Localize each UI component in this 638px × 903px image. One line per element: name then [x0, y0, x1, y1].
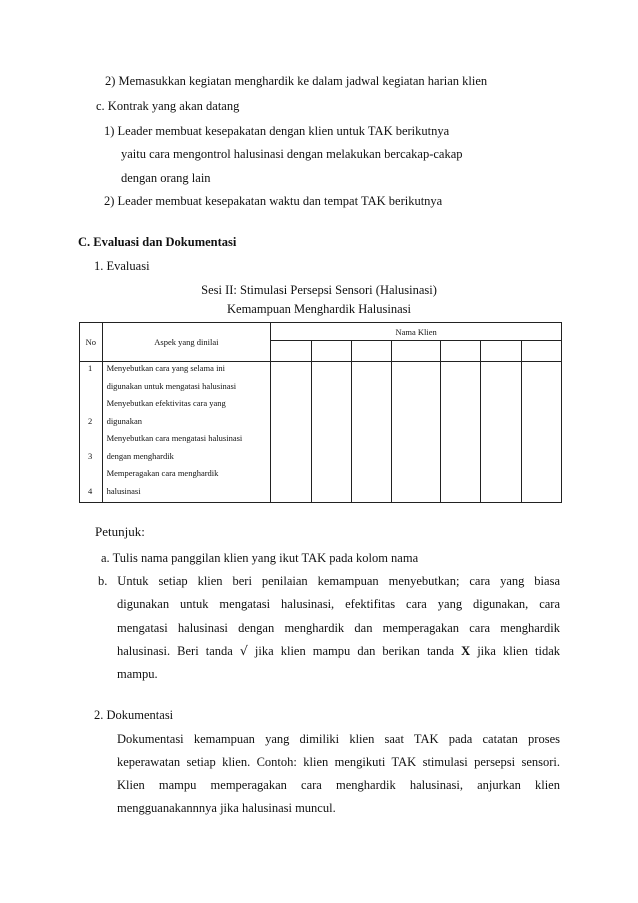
header-aspek: Aspek yang dinilai — [102, 323, 271, 362]
row-number: 2 — [88, 415, 93, 426]
dokumentasi-line-1: Dokumentasi kemampuan yang dimiliki klien saat TAK pada catatan proses — [117, 732, 560, 746]
aspect-line: Menyebutkan efektivitas cara yang — [106, 398, 226, 408]
section-heading: C. Evaluasi dan Dokumentasi — [78, 235, 237, 249]
aspect-list — [102, 362, 271, 503]
client-col-7 — [521, 341, 561, 362]
petunjuk-b4-mid: jika klien mampu dan berikan tanda — [254, 644, 455, 658]
client-col-6 — [481, 341, 521, 362]
dokumentasi-line-2: keperawatan setiap klien. Contoh: klien mengikuti TAK stimulasi persepsi sensori. — [117, 755, 560, 769]
petunjuk-b-line-5: mampu. — [117, 667, 158, 681]
dokumentasi-line-3: Klien mampu memperagakan cara menghardik halusinasi, anjurkan klien — [117, 778, 560, 792]
row-number: 1 — [88, 363, 93, 373]
header-nama-klien: Nama Klien — [271, 323, 562, 341]
petunjuk-a: a. Tulis nama panggilan klien yang ikut TAK pada kolom nama — [101, 551, 419, 565]
text-line-2: c. Kontrak yang akan datang — [96, 99, 240, 113]
aspect-line: Menyebutkan cara mengatasi halusinasi — [106, 433, 243, 443]
aspect-line: dengan menghardik — [106, 450, 174, 461]
text-line-5: dengan orang lain — [121, 171, 211, 185]
petunjuk-b4-pre: halusinasi. Beri tanda — [117, 644, 233, 658]
score-cell — [481, 362, 521, 503]
aspect-line: digunakan — [106, 415, 142, 426]
evaluasi-label: 1. Evaluasi — [94, 259, 150, 273]
petunjuk-b4-post: jika klien tidak — [477, 644, 561, 658]
petunjuk-label: Petunjuk: — [95, 524, 145, 539]
dokumentasi-label: 2. Dokumentasi — [94, 708, 174, 722]
score-cell — [521, 362, 561, 503]
row-number: 4 — [88, 485, 93, 496]
score-cell — [271, 362, 311, 503]
checkmark-symbol: √ — [239, 643, 248, 658]
x-mark-symbol: X — [461, 644, 471, 658]
text-line-3: 1) Leader membuat kesepakatan dengan klien untuk TAK berikutnya — [104, 124, 450, 138]
client-col-4 — [392, 341, 441, 362]
aspect-line: halusinasi — [106, 485, 141, 496]
text-line-1: 2) Memasukkan kegiatan menghardik ke dalam jadwal kegiatan harian klien — [105, 74, 488, 88]
score-cell — [311, 362, 351, 503]
petunjuk-b-line-1: b. Untuk setiap klien beri penilaian kemampuan menyebutkan; cara yang biasa — [98, 574, 560, 588]
dokumentasi-line-4: mengguanakannnya jika halusinasi muncul. — [117, 801, 336, 815]
aspect-line: Memperagakan cara menghardik — [106, 468, 219, 478]
petunjuk-b-line-4 — [117, 643, 560, 659]
aspect-line: Menyebutkan cara yang selama ini — [106, 363, 226, 373]
row-numbers — [80, 362, 103, 503]
client-col-3 — [351, 341, 391, 362]
score-cell — [351, 362, 391, 503]
client-col-5 — [441, 341, 481, 362]
petunjuk-b-line-3: mengatasi halusinasi dengan menghardik dan memperagakan cara menghardik — [117, 621, 560, 635]
aspect-line: digunakan untuk mengatasi halusinasi — [106, 380, 237, 391]
row-number — [80, 465, 102, 483]
row-number — [80, 430, 102, 448]
row-number: 3 — [88, 450, 93, 461]
table-subtitle: Kemampuan Menghardik Halusinasi — [227, 302, 411, 316]
client-col-2 — [311, 341, 351, 362]
row-number — [80, 378, 102, 396]
petunjuk-b-line-2: digunakan untuk mengatasi halusinasi, efektifitas cara yang digunakan, cara — [117, 597, 560, 611]
score-cell — [392, 362, 441, 503]
score-cell — [441, 362, 481, 503]
client-col-1 — [271, 341, 311, 362]
evaluation-table — [79, 322, 562, 503]
text-line-6: 2) Leader membuat kesepakatan waktu dan tempat TAK berikutnya — [104, 194, 443, 208]
row-number — [80, 395, 102, 413]
text-line-4: yaitu cara mengontrol halusinasi dengan melakukan bercakap-cakap — [121, 147, 463, 161]
header-no: No — [80, 323, 103, 362]
table-title: Sesi II: Stimulasi Persepsi Sensori (Halusinasi) — [201, 283, 437, 297]
